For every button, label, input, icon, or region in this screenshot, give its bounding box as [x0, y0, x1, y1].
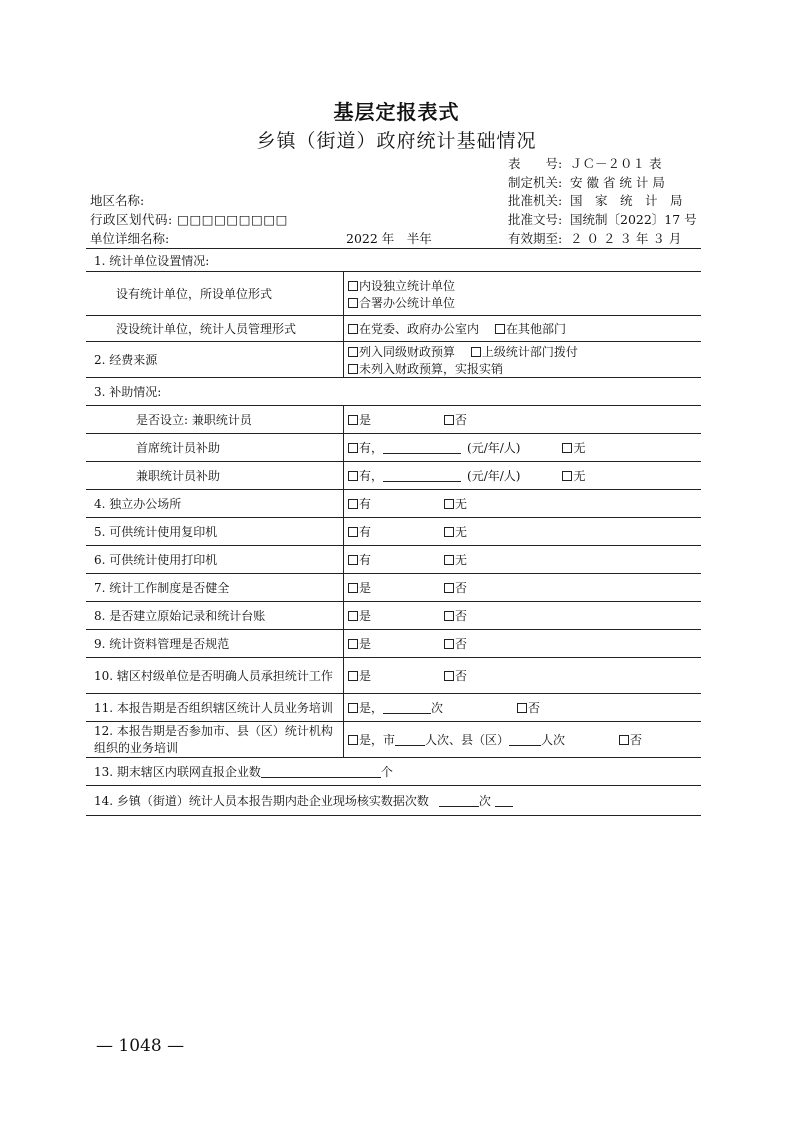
enterprise-count-input[interactable] — [261, 766, 381, 778]
row-3a-label: 是否设立: 兼职统计员 — [86, 406, 344, 433]
row-13-label: 13. 期末辖区内联网直报企业数 — [94, 765, 261, 779]
checkbox[interactable] — [348, 583, 358, 593]
option-have[interactable]: 有， — [348, 467, 383, 484]
option-yes[interactable]: 是 — [348, 635, 444, 652]
city-training-input[interactable] — [395, 734, 425, 746]
unit-name-label: 单位详细名称: — [90, 231, 170, 246]
checkbox[interactable] — [562, 471, 572, 481]
option-no[interactable]: 否 — [444, 607, 467, 624]
checkbox[interactable] — [619, 735, 629, 745]
row-4-label: 4. 独立办公场所 — [86, 490, 344, 517]
table-row — [86, 434, 701, 462]
row-2-label: 2. 经费来源 — [86, 342, 344, 377]
checkbox[interactable] — [348, 671, 358, 681]
issuing-authority: 制定机关: 安 徽 省 统 计 局 — [508, 175, 665, 190]
option-internal-unit[interactable]: 内设独立统计单位 — [348, 277, 455, 294]
checkbox[interactable] — [444, 527, 454, 537]
option-no[interactable]: 否 — [444, 635, 467, 652]
training-count-input[interactable] — [383, 702, 431, 714]
table-row — [86, 602, 701, 630]
checkbox[interactable] — [444, 583, 454, 593]
checkbox[interactable] — [348, 347, 358, 357]
option-higher-allocation[interactable]: 上级统计部门拨付 — [471, 343, 578, 360]
option-joint-office-unit[interactable]: 合署办公统计单位 — [348, 294, 455, 311]
table-row — [86, 518, 701, 546]
option-yes[interactable]: 是 — [348, 411, 444, 428]
trailing-blank — [495, 795, 513, 807]
row-3b-label: 首席统计员补助 — [86, 434, 344, 461]
table-row — [86, 630, 701, 658]
checkbox[interactable] — [348, 611, 358, 621]
option-none[interactable]: 无 — [444, 551, 467, 568]
row-1-label: 1. 统计单位设置情况: — [94, 253, 210, 268]
checkbox[interactable] — [444, 555, 454, 565]
row-7-label: 7. 统计工作制度是否健全 — [86, 574, 344, 601]
checkbox[interactable] — [348, 364, 358, 374]
visit-unit: 次 — [478, 794, 491, 808]
person-county-label: 人次、县（区） — [425, 733, 510, 747]
checkbox[interactable] — [562, 443, 572, 453]
option-none[interactable]: 无 — [444, 495, 467, 512]
checkbox[interactable] — [444, 671, 454, 681]
checkbox[interactable] — [348, 281, 358, 291]
checkbox[interactable] — [348, 555, 358, 565]
count-unit: 个 — [380, 765, 393, 779]
unit-label: (元/年/人) — [467, 469, 521, 483]
option-yes[interactable]: 是 — [348, 579, 444, 596]
checkbox[interactable] — [517, 703, 527, 713]
row-1b-label: 没设统计单位，统计人员管理形式 — [86, 316, 344, 341]
checkbox[interactable] — [348, 298, 358, 308]
form-table — [86, 248, 701, 816]
checkbox[interactable] — [348, 415, 358, 425]
option-yes[interactable]: 是，市 — [348, 731, 395, 748]
checkbox[interactable] — [348, 703, 358, 713]
table-row — [86, 462, 701, 490]
option-have[interactable]: 有 — [348, 551, 444, 568]
row-11-label: 11. 本报告期是否组织辖区统计人员业务培训 — [86, 694, 344, 721]
table-row — [86, 378, 701, 406]
county-training-input[interactable] — [509, 734, 541, 746]
checkbox[interactable] — [471, 347, 481, 357]
row-3c-label: 兼职统计员补助 — [86, 462, 344, 489]
row-14-label: 14. 乡镇（街道）统计人员本报告期内赴企业现场核实数据次数 — [94, 794, 429, 808]
table-row — [86, 248, 701, 272]
form-title: 基层定报表式 — [333, 100, 460, 124]
row-5-label: 5. 可供统计使用复印机 — [86, 518, 344, 545]
checkbox[interactable] — [348, 735, 358, 745]
option-other-department[interactable]: 在其他部门 — [495, 320, 566, 337]
valid-until: 有效期至: ２ ０ ２ ３ 年 ３ 月 — [508, 231, 682, 246]
person-times-label: 人次 — [541, 733, 566, 747]
table-row — [86, 316, 701, 342]
table-row — [86, 658, 701, 694]
report-period: 2022 年 半年 — [346, 231, 432, 246]
amount-input[interactable] — [383, 470, 461, 482]
table-row — [86, 574, 701, 602]
checkbox[interactable] — [444, 415, 454, 425]
option-have[interactable]: 有， — [348, 439, 383, 456]
option-have[interactable]: 有 — [348, 523, 444, 540]
checkbox[interactable] — [495, 324, 505, 334]
approval-number: 批准文号: 国统制〔2022〕17 号 — [508, 212, 697, 227]
option-yes[interactable]: 是 — [348, 607, 444, 624]
row-8-label: 8. 是否建立原始记录和统计台账 — [86, 602, 344, 629]
checkbox[interactable] — [348, 324, 358, 334]
checkbox[interactable] — [444, 639, 454, 649]
option-no[interactable]: 否 — [619, 731, 642, 748]
option-same-level-budget[interactable]: 列入同级财政预算 — [348, 343, 455, 360]
checkbox[interactable] — [348, 639, 358, 649]
page-number: — 1048 — — [96, 1036, 185, 1056]
visit-count-input[interactable] — [439, 795, 479, 807]
checkbox[interactable] — [444, 611, 454, 621]
table-row — [86, 546, 701, 574]
row-6-label: 6. 可供统计使用打印机 — [86, 546, 344, 573]
table-row — [86, 694, 701, 722]
checkbox[interactable] — [444, 499, 454, 509]
option-none[interactable]: 无 — [444, 523, 467, 540]
checkbox[interactable] — [348, 443, 358, 453]
row-3-label: 3. 补助情况: — [94, 385, 162, 399]
form-number: 表 号: ＪＣ－２０１ 表 — [508, 156, 662, 171]
row-12-label: 12. 本报告期是否参加市、县（区）统计机构组织的业务培训 — [86, 722, 344, 757]
amount-input[interactable] — [383, 442, 461, 454]
option-have[interactable]: 有 — [348, 495, 444, 512]
option-no[interactable]: 否 — [517, 699, 540, 716]
form-subtitle: 乡镇（街道）政府统计基础情况 — [256, 130, 537, 152]
row-9-label: 9. 统计资料管理是否规范 — [86, 630, 344, 657]
option-party-office[interactable]: 在党委、政府办公室内 — [348, 320, 479, 337]
option-none[interactable]: 无 — [562, 439, 585, 456]
checkbox[interactable] — [348, 471, 358, 481]
table-row — [86, 342, 701, 378]
times-label: 次 — [431, 701, 444, 715]
row-10-label: 10. 辖区村级单位是否明确人员承担统计工作 — [86, 658, 344, 693]
checkbox[interactable] — [348, 499, 358, 509]
table-row — [86, 272, 701, 316]
table-row — [86, 406, 701, 434]
option-yes[interactable]: 是 — [348, 667, 444, 684]
table-row — [86, 758, 701, 786]
option-not-in-budget[interactable]: 未列入财政预算，实报实销 — [348, 360, 503, 377]
table-row — [86, 722, 701, 758]
unit-label: (元/年/人) — [467, 441, 521, 455]
option-no[interactable]: 否 — [444, 667, 467, 684]
approving-authority: 批准机关: 国 家 统 计 局 — [508, 193, 683, 208]
option-no[interactable]: 否 — [444, 411, 467, 428]
option-none[interactable]: 无 — [562, 467, 585, 484]
checkbox[interactable] — [348, 527, 358, 537]
table-row — [86, 786, 701, 816]
table-row — [86, 490, 701, 518]
row-1a-label: 设有统计单位，所设单位形式 — [86, 272, 344, 315]
option-no[interactable]: 否 — [444, 579, 467, 596]
region-code-label: 行政区划代码: □□□□□□□□□ — [90, 212, 288, 227]
region-name-label: 地区名称: — [90, 193, 145, 208]
option-yes[interactable]: 是， — [348, 699, 383, 716]
